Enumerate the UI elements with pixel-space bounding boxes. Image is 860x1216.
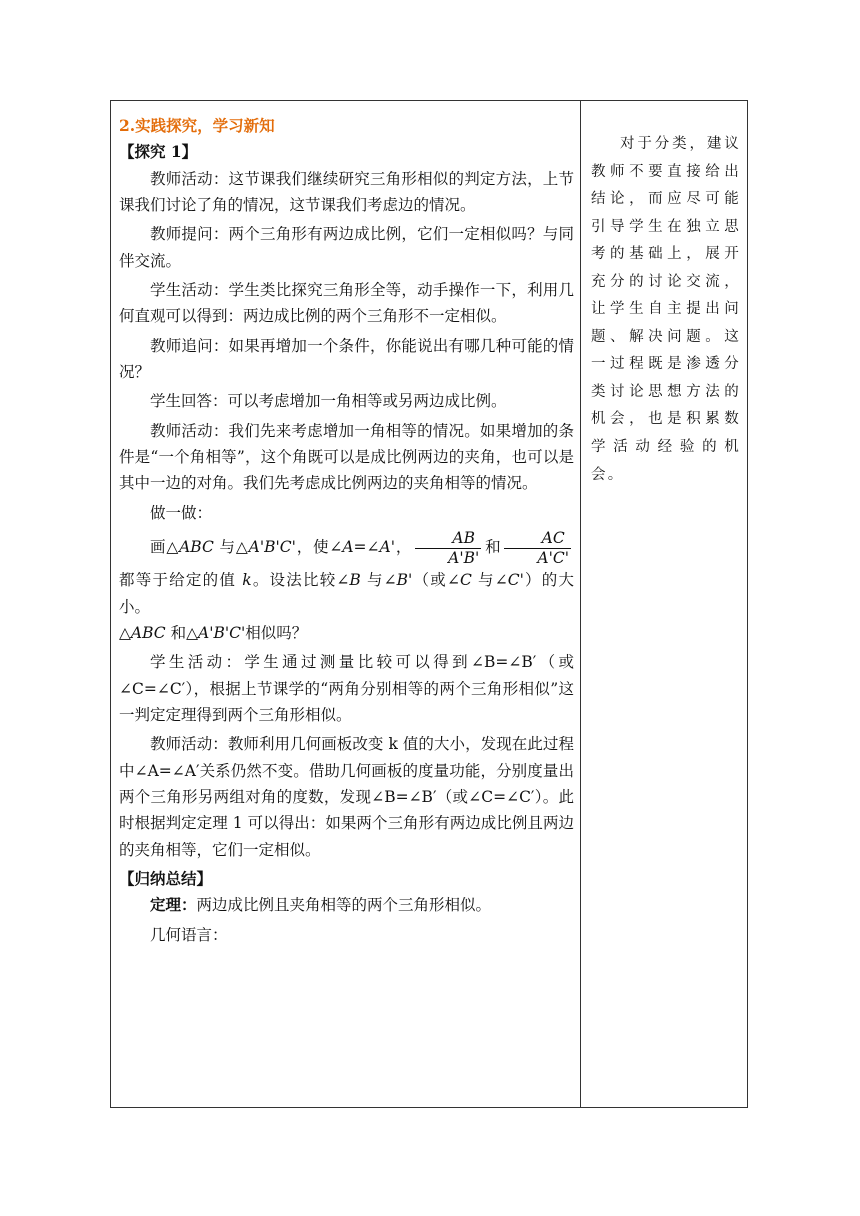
paragraph-construction: 画△ABC 与△A'B'C'，使∠A=∠A'， $\frac{AB}{A'B'}$ 和 $\frac{AC}{A'C'}$ 都等于给定的值 k。设法比较∠B 与∠B'（或∠C 与∠C'）的大小。 — [119, 529, 574, 616]
paragraph-student-answer: 学生回答：可以考虑增加一角相等或另两边成比例。 — [150, 392, 507, 411]
paragraph-teacher-activity-2: 教师活动：我们先来考虑增加一角相等的情况。如果增加的条件是“一个角相等”，这个角既可以是成比例两边的夹角，也可以是其中一边的对角。我们先考虑成比例两边的夹角相等的情况。 — [119, 421, 574, 493]
fraction-ab: $\frac{AB}{A'B'}$ — [415, 529, 481, 567]
column-divider — [580, 101, 581, 1107]
main-column — [119, 113, 574, 951]
section-title: 2.实践探究，学习新知 — [119, 116, 275, 135]
lesson-table — [110, 100, 748, 1108]
paragraph-teacher-activity-1: 教师活动：这节课我们继续研究三角形相似的判定方法，上节课我们讨论了角的情况，这节课我们考虑边的情况。 — [119, 169, 574, 215]
summary-label: 【归纳总结】 — [119, 869, 213, 889]
paragraph-teacher-question: 教师提问：两个三角形有两边成比例，它们一定相似吗？与同伴交流。 — [119, 225, 574, 270]
paragraph-teacher-followup: 教师追问：如果再增加一个条件，你能说出有哪几种可能的情况？ — [119, 336, 574, 382]
theorem: 定理：两边成比例且夹角相等的两个三角形相似。 — [150, 895, 492, 915]
paragraph-student-activity-2: 学生活动：学生通过测量比较可以得到∠B=∠B′（或∠C=∠C′），根据上节课学的“两角分别相等的两个三角形相似”这一判定定理得到两个三角形相似。 — [119, 653, 574, 725]
geometry-language-label: 几何语言： — [150, 925, 228, 944]
paragraph-teacher-activity-3: 教师活动：教师利用几何画板改变 k 值的大小，发现在此过程中∠A=∠A′关系仍然不变。借助几何画板的度量功能，分别度量出两个三角形另两组对角的度数，发现∠B=∠B′（或∠C=∠C′）。此时根据判定定理 1 可以得出：如果两个三角形有两边成比例且两边的夹角相等，它们一定相似。 — [119, 735, 574, 859]
fraction-ac: $\frac{AC}{A'C'}$ — [504, 529, 571, 567]
paragraph-similar-question: △ABC 和△A'B'C'相似吗？ — [119, 624, 308, 643]
paragraph-student-activity-1: 学生活动：学生类比探究三角形全等，动手操作一下，利用几何直观可以得到：两边成比例的两个三角形不一定相似。 — [119, 281, 574, 326]
side-note: 对于分类，建议教师不要直接给出结论，而应尽可能引导学生在独立思考的基础上，展开充分的讨论交流，让学生自主提出问题、解决问题。这一过程既是渗透分类讨论思想方法的机会，也是积累数学活动经验的机会。 — [591, 136, 741, 483]
paragraph-try-it: 做一做： — [150, 503, 213, 522]
explore-label: 【探究 1】 — [119, 142, 198, 162]
